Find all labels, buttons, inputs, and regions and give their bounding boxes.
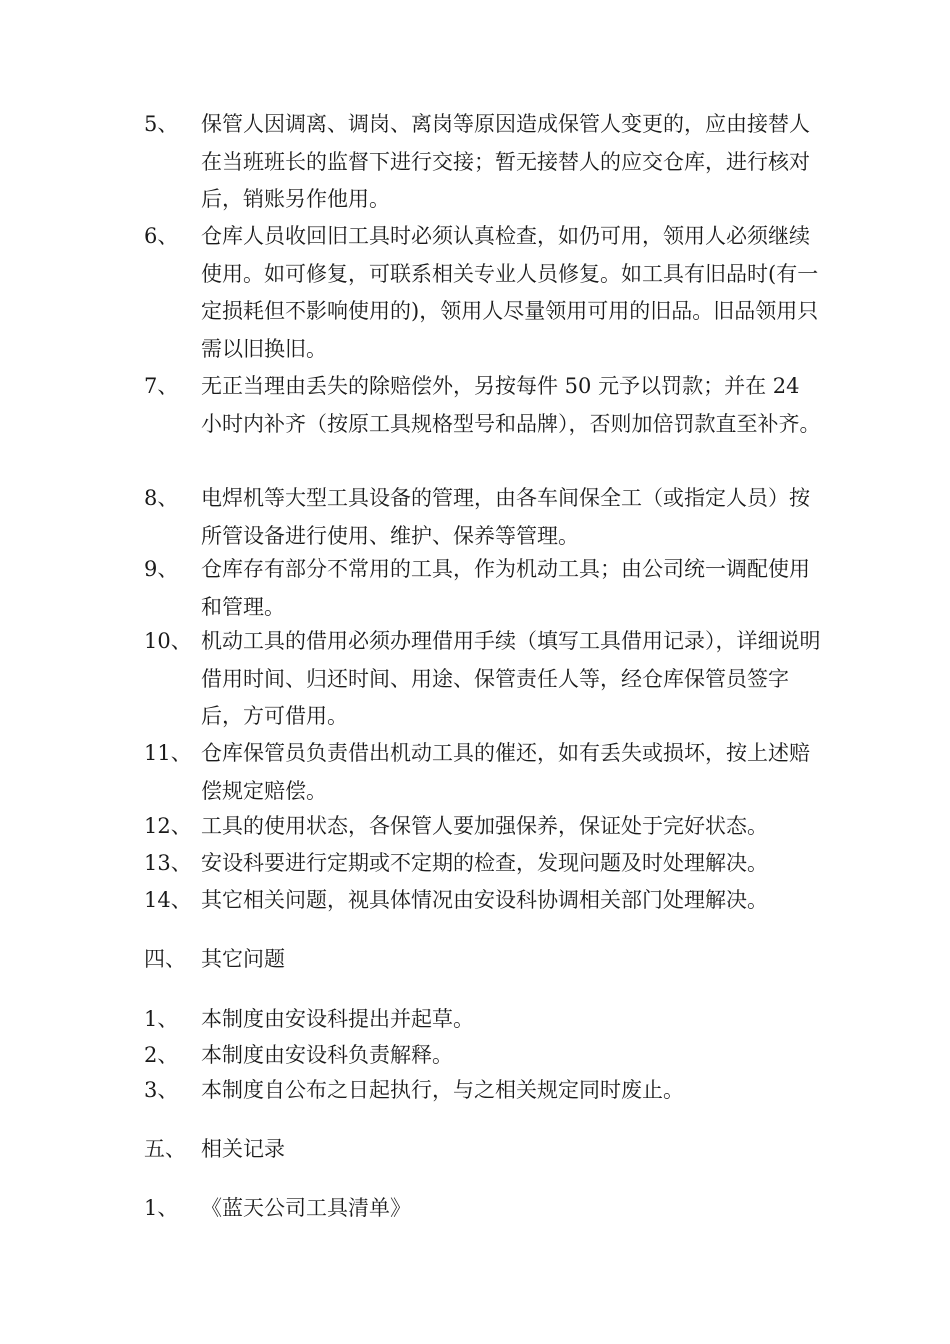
rule-item-13: [144, 845, 824, 883]
rule-item-9: [144, 551, 824, 626]
item-number: 9、: [144, 557, 179, 581]
rule-item-7: [144, 368, 824, 443]
item-number: 6、: [144, 224, 179, 248]
rule-item-8: [144, 480, 824, 555]
item-number: 1、: [144, 1196, 179, 1220]
section-heading-5: [144, 1131, 824, 1169]
item-text: 仓库存有部分不常用的工具，作为机动工具；由公司统一调配使用和管理。: [201, 557, 810, 619]
item-text: 《蓝天公司工具清单》: [201, 1196, 411, 1220]
rule-item-6: [144, 218, 824, 368]
item-text: 其它相关问题，视具体情况由安设科协调相关部门处理解决。: [201, 888, 768, 912]
section4-item-2: [144, 1037, 824, 1075]
rule-item-10: [144, 623, 824, 736]
rule-item-5: [144, 106, 824, 219]
item-text: 本制度由安设科负责解释。: [201, 1043, 453, 1067]
item-text: 工具的使用状态，各保管人要加强保养，保证处于完好状态。: [201, 814, 768, 838]
section-number: 四、: [144, 947, 186, 971]
item-text: 安设科要进行定期或不定期的检查，发现问题及时处理解决。: [201, 851, 768, 875]
item-text: 本制度自公布之日起执行，与之相关规定同时废止。: [201, 1078, 684, 1102]
section-heading-4: [144, 941, 824, 979]
item-text: 保管人因调离、调岗、离岗等原因造成保管人变更的，应由接替人在当班班长的监督下进行交接；暂无接替人的应交仓库，进行核对后，销账另作他用。: [201, 112, 810, 211]
item-number: 2、: [144, 1043, 179, 1067]
item-number: 1、: [144, 1007, 179, 1031]
section4-item-3: [144, 1072, 824, 1110]
section5-item-1: [144, 1190, 824, 1228]
item-text: 仓库人员收回旧工具时必须认真检查，如仍可用，领用人必须继续使用。如可修复，可联系相关专业人员修复。如工具有旧品时(有一定损耗但不影响使用的)，领用人尽量领用可用的旧品。旧品领用只需以旧换旧。: [201, 224, 819, 361]
item-text: 本制度由安设科提出并起草。: [201, 1007, 474, 1031]
item-text: 电焊机等大型工具设备的管理，由各车间保全工（或指定人员）按所管设备进行使用、维护、保养等管理。: [201, 486, 810, 548]
rule-item-14: [144, 882, 824, 920]
item-number: 10、: [144, 629, 192, 653]
section-title: 相关记录: [201, 1137, 285, 1161]
item-text: 无正当理由丢失的除赔偿外，另按每件 50 元予以罚款；并在 24 小时内补齐（按原工具规格型号和品牌），否则加倍罚款直至补齐。: [201, 374, 821, 436]
item-number: 3、: [144, 1078, 179, 1102]
item-text: 机动工具的借用必须办理借用手续（填写工具借用记录），详细说明借用时间、归还时间、用途、保管责任人等，经仓库保管员签字后，方可借用。: [201, 629, 821, 728]
item-number: 8、: [144, 486, 179, 510]
item-number: 5、: [144, 112, 179, 136]
rule-item-11: [144, 735, 824, 810]
item-number: 11、: [144, 741, 192, 765]
section-number: 五、: [144, 1137, 186, 1161]
item-number: 13、: [144, 851, 192, 875]
item-text: 仓库保管员负责借出机动工具的催还，如有丢失或损坏，按上述赔偿规定赔偿。: [201, 741, 810, 803]
section-title: 其它问题: [201, 947, 285, 971]
item-number: 7、: [144, 374, 179, 398]
section4-item-1: [144, 1001, 824, 1039]
item-number: 12、: [144, 814, 192, 838]
item-number: 14、: [144, 888, 192, 912]
rule-item-12: [144, 808, 824, 846]
